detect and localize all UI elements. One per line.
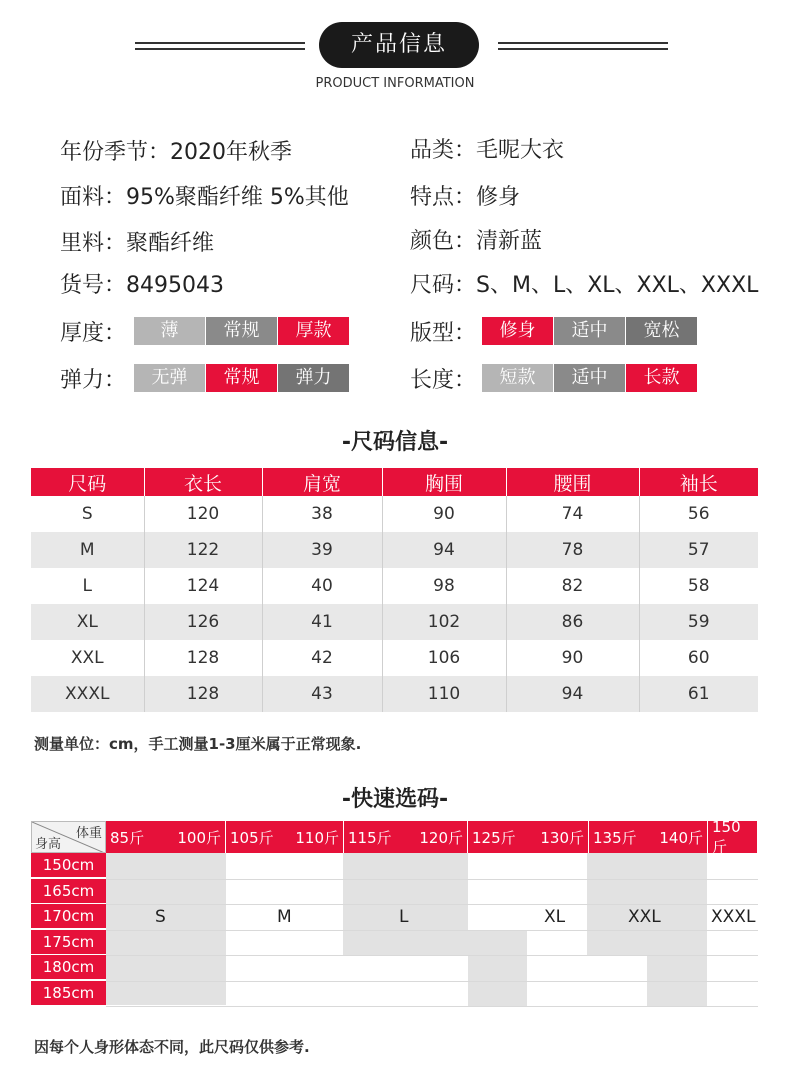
- table-cell: 41: [262, 604, 382, 640]
- section-title-product-info: 产品信息: [319, 22, 479, 68]
- height-label: 150cm: [31, 853, 106, 878]
- corner-height-label: 身高: [35, 837, 62, 852]
- weight-label: 105斤: [230, 828, 274, 847]
- table-cell: 90: [506, 640, 639, 676]
- header-decor-line-right: [498, 42, 668, 50]
- rating-option: 厚款: [278, 317, 349, 345]
- table-row: [31, 676, 758, 712]
- grid-shade: [468, 930, 527, 1006]
- rating-label-length: 长度：: [410, 368, 477, 393]
- info-feature: 特点：修身: [410, 185, 521, 210]
- height-label: 170cm: [31, 904, 106, 929]
- table-row: [31, 496, 758, 532]
- rating-bar-fit: [482, 317, 698, 345]
- rating-option: 修身: [482, 317, 553, 345]
- size-table-header: 腰围: [506, 468, 639, 496]
- size-table-header-row: [31, 468, 758, 496]
- height-label: 185cm: [31, 981, 106, 1006]
- rating-option: 适中: [554, 317, 625, 345]
- height-label: 180cm: [31, 955, 106, 980]
- section-subtitle: PRODUCT INFORMATION: [315, 76, 475, 91]
- table-cell: 57: [639, 532, 758, 568]
- info-fabric: 面料：95%聚酯纤维 5%其他: [60, 185, 349, 210]
- corner-weight-label: 体重: [75, 826, 102, 841]
- rating-option: 常规: [206, 317, 277, 345]
- table-cell: 90: [382, 496, 506, 532]
- table-cell: 102: [382, 604, 506, 640]
- measure-note: 测量单位：cm，手工测量1-3厘米属于正常现象.: [34, 735, 362, 753]
- weight-label: 150斤: [712, 817, 741, 856]
- rating-option: 适中: [554, 364, 625, 392]
- grid-line: [106, 904, 758, 905]
- size-table-header: 袖长: [639, 468, 758, 496]
- grid-line: [106, 955, 758, 956]
- rating-option: 薄: [134, 317, 205, 345]
- rating-bar-elasticity: [134, 364, 350, 392]
- table-cell: 124: [144, 568, 262, 604]
- weight-label: 120斤: [419, 828, 463, 847]
- table-cell: 82: [506, 568, 639, 604]
- height-label: 165cm: [31, 879, 106, 904]
- weight-label: 135斤: [593, 828, 637, 847]
- weight-header: [226, 821, 344, 853]
- header-decor-line-left: [135, 42, 305, 50]
- rating-label-elasticity: 弹力：: [60, 368, 127, 393]
- table-cell: 94: [506, 676, 639, 712]
- size-recommendation: XXXL: [711, 907, 756, 927]
- table-cell: L: [31, 568, 144, 604]
- height-label: 175cm: [31, 930, 106, 955]
- rating-bar-length: [482, 364, 698, 392]
- weight-label: 100斤: [177, 828, 221, 847]
- table-cell: 126: [144, 604, 262, 640]
- table-cell: 38: [262, 496, 382, 532]
- table-cell: 56: [639, 496, 758, 532]
- size-recommendation: M: [277, 907, 292, 927]
- weight-label: 85斤: [110, 828, 145, 847]
- size-recommendation: L: [399, 907, 409, 927]
- weight-label: 110斤: [295, 828, 339, 847]
- grid-corner-cell: [31, 821, 106, 853]
- table-cell: 42: [262, 640, 382, 676]
- grid-shade: [106, 853, 226, 1005]
- rating-option: 短款: [482, 364, 553, 392]
- table-row: [31, 532, 758, 568]
- size-recommendation: XL: [544, 907, 566, 927]
- table-cell: 106: [382, 640, 506, 676]
- weight-header: [708, 817, 758, 856]
- rating-bar-thickness: [134, 317, 350, 345]
- table-cell: 122: [144, 532, 262, 568]
- table-cell: 39: [262, 532, 382, 568]
- rating-option: 弹力: [278, 364, 349, 392]
- size-recommendation: XXL: [628, 907, 661, 927]
- table-cell: 74: [506, 496, 639, 532]
- info-category: 品类：毛呢大衣: [410, 138, 565, 163]
- size-table-header: 肩宽: [262, 468, 382, 496]
- info-sizes: 尺码：S、M、L、XL、XXL、XXXL: [410, 273, 759, 298]
- info-color: 颜色：清新蓝: [410, 229, 543, 254]
- table-cell: 110: [382, 676, 506, 712]
- table-cell: S: [31, 496, 144, 532]
- rating-option: 无弹: [134, 364, 205, 392]
- weight-label: 140斤: [659, 828, 703, 847]
- table-row: [31, 604, 758, 640]
- table-cell: M: [31, 532, 144, 568]
- weight-label: 130斤: [540, 828, 584, 847]
- rating-label-thickness: 厚度：: [60, 321, 127, 346]
- quick-select-title: -快速选码-: [341, 787, 449, 812]
- weight-header: [589, 821, 708, 853]
- table-cell: XXXL: [31, 676, 144, 712]
- table-cell: 58: [639, 568, 758, 604]
- table-row: [31, 640, 758, 676]
- table-cell: XXL: [31, 640, 144, 676]
- quick-select-grid: [31, 817, 758, 1012]
- info-lining: 里料：聚酯纤维: [60, 231, 215, 256]
- weight-header: [468, 821, 589, 853]
- table-cell: 59: [639, 604, 758, 640]
- table-cell: 128: [144, 676, 262, 712]
- grid-line: [106, 981, 758, 982]
- size-table: [31, 468, 758, 712]
- rating-option: 长款: [626, 364, 697, 392]
- weight-header: [106, 821, 226, 853]
- weight-label: 115斤: [348, 828, 392, 847]
- table-cell: 61: [639, 676, 758, 712]
- info-item-no: 货号：8495043: [60, 273, 224, 298]
- weight-header: [344, 821, 468, 853]
- rating-label-fit: 版型：: [410, 321, 477, 346]
- grid-line: [106, 879, 758, 880]
- size-table-header: 尺码: [31, 468, 144, 496]
- grid-line: [106, 1006, 758, 1007]
- size-info-title: -尺码信息-: [341, 430, 449, 455]
- table-cell: 78: [506, 532, 639, 568]
- table-cell: 120: [144, 496, 262, 532]
- weight-label: 125斤: [472, 828, 516, 847]
- size-table-header: 胸围: [382, 468, 506, 496]
- size-recommendation: S: [155, 907, 166, 927]
- size-table-header: 衣长: [144, 468, 262, 496]
- table-cell: 86: [506, 604, 639, 640]
- reference-note: 因每个人身形体态不同，此尺码仅供参考.: [34, 1038, 310, 1056]
- table-cell: 43: [262, 676, 382, 712]
- table-cell: 98: [382, 568, 506, 604]
- rating-option: 宽松: [626, 317, 697, 345]
- table-cell: XL: [31, 604, 144, 640]
- info-year-season: 年份季节：2020年秋季: [60, 140, 292, 165]
- grid-line: [106, 930, 758, 931]
- table-cell: 94: [382, 532, 506, 568]
- table-cell: 128: [144, 640, 262, 676]
- table-row: [31, 568, 758, 604]
- table-cell: 40: [262, 568, 382, 604]
- table-cell: 60: [639, 640, 758, 676]
- rating-option: 常规: [206, 364, 277, 392]
